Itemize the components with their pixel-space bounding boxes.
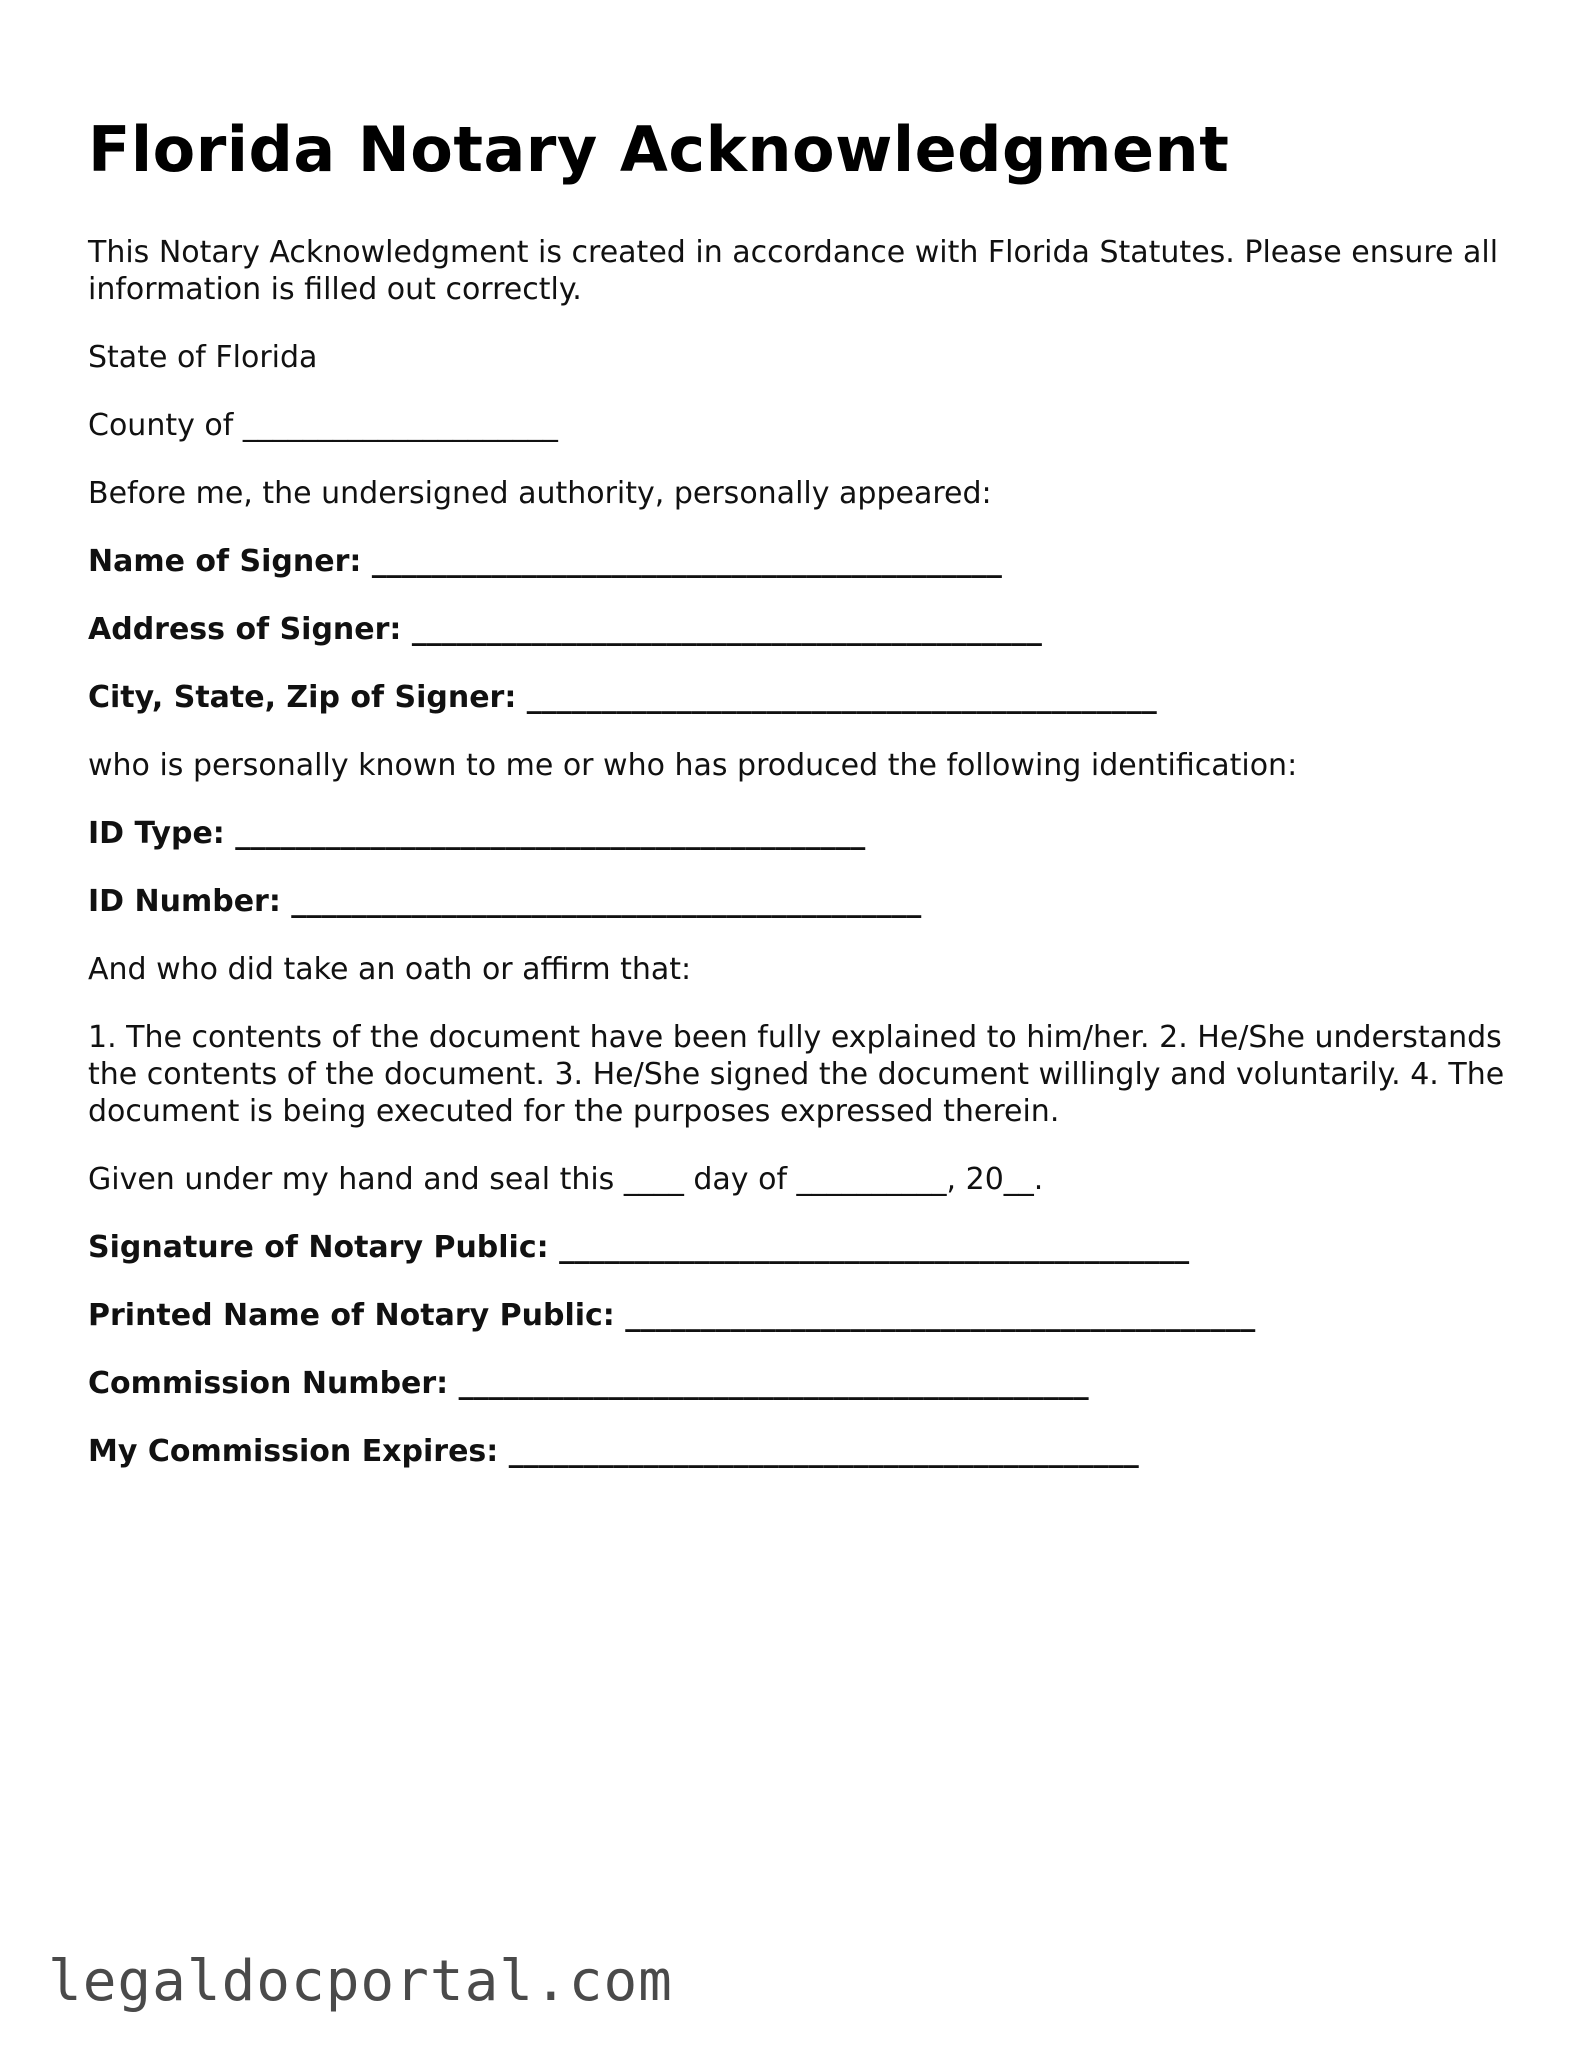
address-of-signer-field: Address of Signer: __________________________________________ [88, 612, 1042, 647]
oath-intro-line: And who did take an oath or affirm that: [88, 952, 692, 987]
identification-line: who is personally known to me or who has produced the following identification: [88, 748, 1298, 783]
city-state-zip-field: City, State, Zip of Signer: __________________________________________ [88, 680, 1157, 715]
document-title: Florida Notary Acknowledgment [88, 113, 1230, 186]
name-of-signer-field: Name of Signer: __________________________________________ [88, 544, 1002, 579]
commission-number-field: Commission Number: __________________________________________ [88, 1366, 1089, 1401]
commission-expires-field: My Commission Expires: __________________________________________ [88, 1434, 1139, 1469]
before-me-line: Before me, the undersigned authority, personally appeared: [88, 476, 992, 511]
given-under-hand-line: Given under my hand and seal this ____ day of __________, 20__. [88, 1162, 1044, 1197]
id-type-field: ID Type: __________________________________________ [88, 816, 866, 851]
oath-items-paragraph: 1. The contents of the document have been fully explained to him/her. 2. He/She understands the contents of the document. 3. He/She signed the document willingly and voluntarily. 4. The document is being executed for the purposes expressed therein. [88, 1020, 1505, 1129]
notary-printed-name-field: Printed Name of Notary Public: __________________________________________ [88, 1298, 1256, 1333]
notary-signature-field: Signature of Notary Public: __________________________________________ [88, 1230, 1190, 1265]
county-line: County of _____________________ [88, 408, 558, 443]
state-line: State of Florida [88, 340, 318, 375]
document-page [88, 112, 1508, 1501]
intro-paragraph: This Notary Acknowledgment is created in accordance with Florida Statutes. Please ensure all information is filled out correctly. [88, 235, 1499, 307]
site-watermark: legaldocportal.com [48, 1949, 673, 2014]
id-number-field: ID Number: __________________________________________ [88, 884, 922, 919]
